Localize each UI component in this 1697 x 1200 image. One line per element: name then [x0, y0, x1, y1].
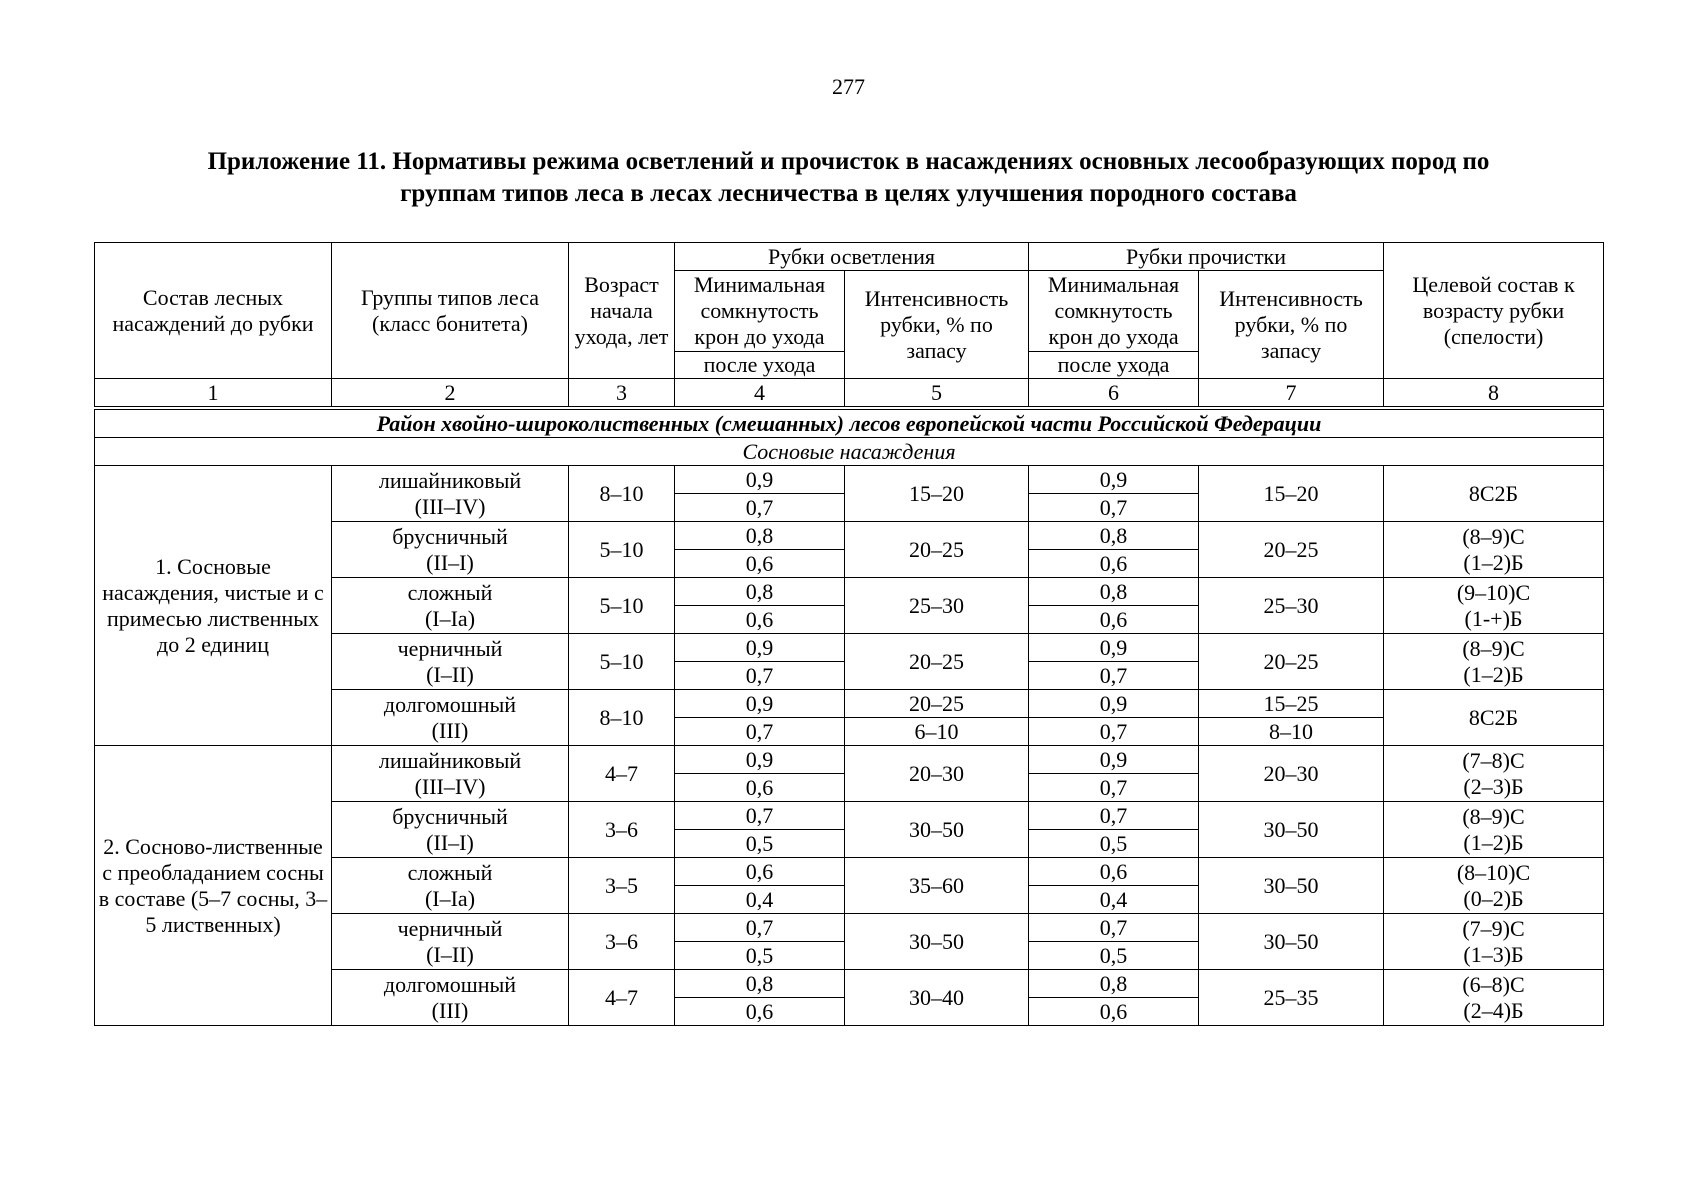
forest-type-line: (III–IV): [414, 493, 486, 519]
forest-type-line: долгомошный: [383, 971, 517, 997]
cleaning-closure-before-cell: 0,8: [1029, 578, 1199, 606]
table-row: [95, 746, 1604, 774]
target-composition-line: (6–8)С: [1462, 971, 1525, 997]
target-composition-line: (8–9)С: [1462, 803, 1525, 829]
start-age-cell: 4–7: [569, 970, 675, 1026]
lighting-closure-before-cell: 0,9: [675, 746, 845, 774]
header-lighting-after-care: после ухода: [675, 352, 845, 379]
cleaning-intensity-cell: 30–50: [1199, 802, 1384, 858]
forest-type-cell: [332, 746, 569, 802]
target-composition-line: 8С2Б: [1468, 704, 1519, 730]
forest-type-cell: [332, 802, 569, 858]
lighting-intensity-cell: 20–30: [845, 746, 1029, 802]
header-cleaning-after-care: после ухода: [1029, 352, 1199, 379]
header-start-age: Возраст начала ухода, лет: [569, 243, 675, 379]
column-number: 1: [95, 379, 332, 409]
lighting-intensity-cell: 30–40: [845, 970, 1029, 1026]
lighting-intensity-cell: 30–50: [845, 914, 1029, 970]
cleaning-closure-after-cell: 0,4: [1029, 886, 1199, 914]
cleaning-intensity-cell: 25–35: [1199, 970, 1384, 1026]
header-composition: Состав лесных насаждений до рубки: [95, 243, 332, 379]
target-composition-cell: [1384, 746, 1604, 802]
forest-type-line: сложный: [407, 859, 493, 885]
lighting-closure-before-cell: 0,9: [675, 466, 845, 494]
start-age-cell: 3–6: [569, 802, 675, 858]
start-age-cell: 5–10: [569, 578, 675, 634]
target-composition-cell: [1384, 858, 1604, 914]
region-heading: Район хвойно-широколиственных (смешанных) лесов европейской части Российской Федерации: [95, 408, 1604, 438]
start-age-cell: 5–10: [569, 634, 675, 690]
header-cleaning-intensity: Интенсивность рубки, % по запасу: [1199, 271, 1384, 379]
column-number: 2: [332, 379, 569, 409]
forest-type-cell: [332, 634, 569, 690]
lighting-closure-after-cell: 0,7: [675, 494, 845, 522]
lighting-intensity-cell: 30–50: [845, 802, 1029, 858]
cleaning-closure-before-cell: 0,8: [1029, 522, 1199, 550]
forest-type-line: лишайниковый: [378, 467, 522, 493]
cleaning-closure-after-cell: 0,5: [1029, 942, 1199, 970]
forest-type-line: лишайниковый: [378, 747, 522, 773]
forest-type-line: (III): [431, 997, 469, 1023]
forest-type-line: (I–Ia): [424, 885, 476, 911]
lighting-intensity-after-cell: 6–10: [845, 718, 1029, 746]
target-composition-line: (2–3)Б: [1463, 773, 1524, 799]
target-composition-line: (1–3)Б: [1463, 941, 1524, 967]
target-composition-cell: [1384, 970, 1604, 1026]
target-composition-cell: [1384, 578, 1604, 634]
header-lighting-min-closure: Минимальная сомкнутость крон до ухода: [675, 271, 845, 352]
lighting-closure-before-cell: 0,7: [675, 802, 845, 830]
header-forest-type-groups: Группы типов леса (класс бонитета): [332, 243, 569, 379]
cleaning-intensity-cell: 30–50: [1199, 914, 1384, 970]
lighting-closure-before-cell: 0,6: [675, 858, 845, 886]
subregion-row: [95, 438, 1604, 466]
target-composition-line: (2–4)Б: [1463, 997, 1524, 1023]
lighting-closure-after-cell: 0,6: [675, 606, 845, 634]
forest-type-cell: [332, 466, 569, 522]
lighting-closure-after-cell: 0,7: [675, 662, 845, 690]
cleaning-closure-before-cell: 0,9: [1029, 466, 1199, 494]
start-age-cell: 4–7: [569, 746, 675, 802]
target-composition-cell: [1384, 802, 1604, 858]
forest-type-line: брусничный: [392, 803, 508, 829]
cleaning-closure-before-cell: 0,9: [1029, 746, 1199, 774]
cleaning-intensity-cell: 20–30: [1199, 746, 1384, 802]
target-composition-line: (1–2)Б: [1463, 549, 1524, 575]
cleaning-closure-before-cell: 0,8: [1029, 970, 1199, 998]
cleaning-closure-after-cell: 0,6: [1029, 606, 1199, 634]
lighting-closure-before-cell: 0,8: [675, 578, 845, 606]
composition-cell: 2. Сосново-лиственные с преобладанием сосны в составе (5–7 сосны, 3–5 лиственных): [95, 746, 332, 1026]
cleaning-closure-after-cell: 0,6: [1029, 998, 1199, 1026]
forest-type-cell: [332, 914, 569, 970]
document-title: [94, 146, 1603, 210]
target-composition-cell: [1384, 522, 1604, 578]
title-line-1: Приложение 11. Нормативы режима осветлений и прочисток в насаждениях основных лесообразующих пород по: [207, 148, 1490, 175]
header-lighting-cuts: Рубки осветления: [675, 243, 1029, 271]
start-age-cell: 3–6: [569, 914, 675, 970]
forest-type-line: черничный: [397, 915, 503, 941]
lighting-closure-after-cell: 0,6: [675, 550, 845, 578]
lighting-intensity-cell: 20–25: [845, 522, 1029, 578]
forest-type-line: (I–II): [426, 661, 474, 687]
lighting-closure-after-cell: 0,6: [675, 998, 845, 1026]
header-cleaning-cuts: Рубки прочистки: [1029, 243, 1384, 271]
cleaning-closure-after-cell: 0,7: [1029, 494, 1199, 522]
target-composition-line: (1–2)Б: [1463, 829, 1524, 855]
cleaning-closure-before-cell: 0,7: [1029, 914, 1199, 942]
cleaning-intensity-cell: 20–25: [1199, 634, 1384, 690]
forest-type-cell: [332, 578, 569, 634]
target-composition-cell: [1384, 690, 1604, 746]
column-number-row: [95, 379, 1604, 409]
cleaning-intensity-cell: 15–25: [1199, 690, 1384, 718]
target-composition-line: (8–10)С: [1456, 859, 1531, 885]
cleaning-intensity-after-cell: 8–10: [1199, 718, 1384, 746]
lighting-closure-after-cell: 0,7: [675, 718, 845, 746]
cleaning-closure-after-cell: 0,7: [1029, 718, 1199, 746]
start-age-cell: 8–10: [569, 466, 675, 522]
column-number: 7: [1199, 379, 1384, 409]
lighting-intensity-cell: 20–25: [845, 634, 1029, 690]
forest-type-cell: [332, 690, 569, 746]
cleaning-closure-before-cell: 0,7: [1029, 802, 1199, 830]
lighting-intensity-cell: 25–30: [845, 578, 1029, 634]
forest-type-cell: [332, 522, 569, 578]
column-number: 8: [1384, 379, 1604, 409]
lighting-intensity-cell: 20–25: [845, 690, 1029, 718]
start-age-cell: 5–10: [569, 522, 675, 578]
forest-type-cell: [332, 858, 569, 914]
page-number: 277: [832, 74, 865, 99]
start-age-cell: 3–5: [569, 858, 675, 914]
forest-type-line: (II–I): [426, 829, 474, 855]
cleaning-closure-after-cell: 0,7: [1029, 662, 1199, 690]
lighting-closure-before-cell: 0,7: [675, 914, 845, 942]
header-cleaning-min-closure: Минимальная сомкнутость крон до ухода: [1029, 271, 1199, 352]
column-number: 5: [845, 379, 1029, 409]
lighting-closure-after-cell: 0,4: [675, 886, 845, 914]
cleaning-intensity-cell: 15–20: [1199, 466, 1384, 522]
target-composition-line: (0–2)Б: [1463, 885, 1524, 911]
forest-type-line: черничный: [397, 635, 503, 661]
cleaning-closure-before-cell: 0,9: [1029, 634, 1199, 662]
target-composition-line: (1–2)Б: [1463, 661, 1524, 687]
forest-type-line: брусничный: [392, 523, 508, 549]
column-number: 3: [569, 379, 675, 409]
target-composition-line: (9–10)С: [1456, 579, 1531, 605]
start-age-cell: 8–10: [569, 690, 675, 746]
lighting-closure-after-cell: 0,5: [675, 830, 845, 858]
lighting-closure-before-cell: 0,9: [675, 634, 845, 662]
lighting-intensity-cell: 15–20: [845, 466, 1029, 522]
forest-type-cell: [332, 970, 569, 1026]
lighting-closure-before-cell: 0,8: [675, 522, 845, 550]
header-lighting-intensity: Интенсивность рубки, % по запасу: [845, 271, 1029, 379]
cleaning-intensity-cell: 30–50: [1199, 858, 1384, 914]
target-composition-line: (8–9)С: [1462, 523, 1525, 549]
cleaning-closure-after-cell: 0,6: [1029, 550, 1199, 578]
column-number: 4: [675, 379, 845, 409]
cleaning-closure-before-cell: 0,9: [1029, 690, 1199, 718]
forest-type-line: (III): [431, 717, 469, 743]
header-target-composition: Целевой состав к возрасту рубки (спелости): [1384, 243, 1604, 379]
forest-type-line: долгомошный: [383, 691, 517, 717]
target-composition-cell: [1384, 466, 1604, 522]
target-composition-cell: [1384, 634, 1604, 690]
lighting-closure-after-cell: 0,6: [675, 774, 845, 802]
cleaning-closure-after-cell: 0,7: [1029, 774, 1199, 802]
cleaning-intensity-cell: 25–30: [1199, 578, 1384, 634]
target-composition-line: (1-+)Б: [1464, 605, 1523, 631]
cleaning-closure-before-cell: 0,6: [1029, 858, 1199, 886]
forest-type-line: (III–IV): [414, 773, 486, 799]
composition-cell: 1. Сосновые насаждения, чистые и с примесью лиственных до 2 единиц: [95, 466, 332, 746]
lighting-closure-before-cell: 0,9: [675, 690, 845, 718]
forest-type-line: сложный: [407, 579, 493, 605]
subregion-heading: Сосновые насаждения: [95, 438, 1604, 466]
norms-table: [94, 242, 1604, 1026]
cleaning-intensity-cell: 20–25: [1199, 522, 1384, 578]
target-composition-line: (7–9)С: [1462, 915, 1525, 941]
forest-type-line: (I–II): [426, 941, 474, 967]
title-line-2: группам типов леса в лесах лесничества в целях улучшения породного состава: [400, 180, 1297, 207]
target-composition-cell: [1384, 914, 1604, 970]
column-number: 6: [1029, 379, 1199, 409]
target-composition-line: (7–8)С: [1462, 747, 1525, 773]
lighting-closure-before-cell: 0,8: [675, 970, 845, 998]
target-composition-line: 8С2Б: [1468, 480, 1519, 506]
forest-type-line: (II–I): [426, 549, 474, 575]
region-row: [95, 408, 1604, 438]
lighting-closure-after-cell: 0,5: [675, 942, 845, 970]
forest-type-line: (I–Ia): [424, 605, 476, 631]
table-row: [95, 466, 1604, 494]
lighting-intensity-cell: 35–60: [845, 858, 1029, 914]
cleaning-closure-after-cell: 0,5: [1029, 830, 1199, 858]
target-composition-line: (8–9)С: [1462, 635, 1525, 661]
